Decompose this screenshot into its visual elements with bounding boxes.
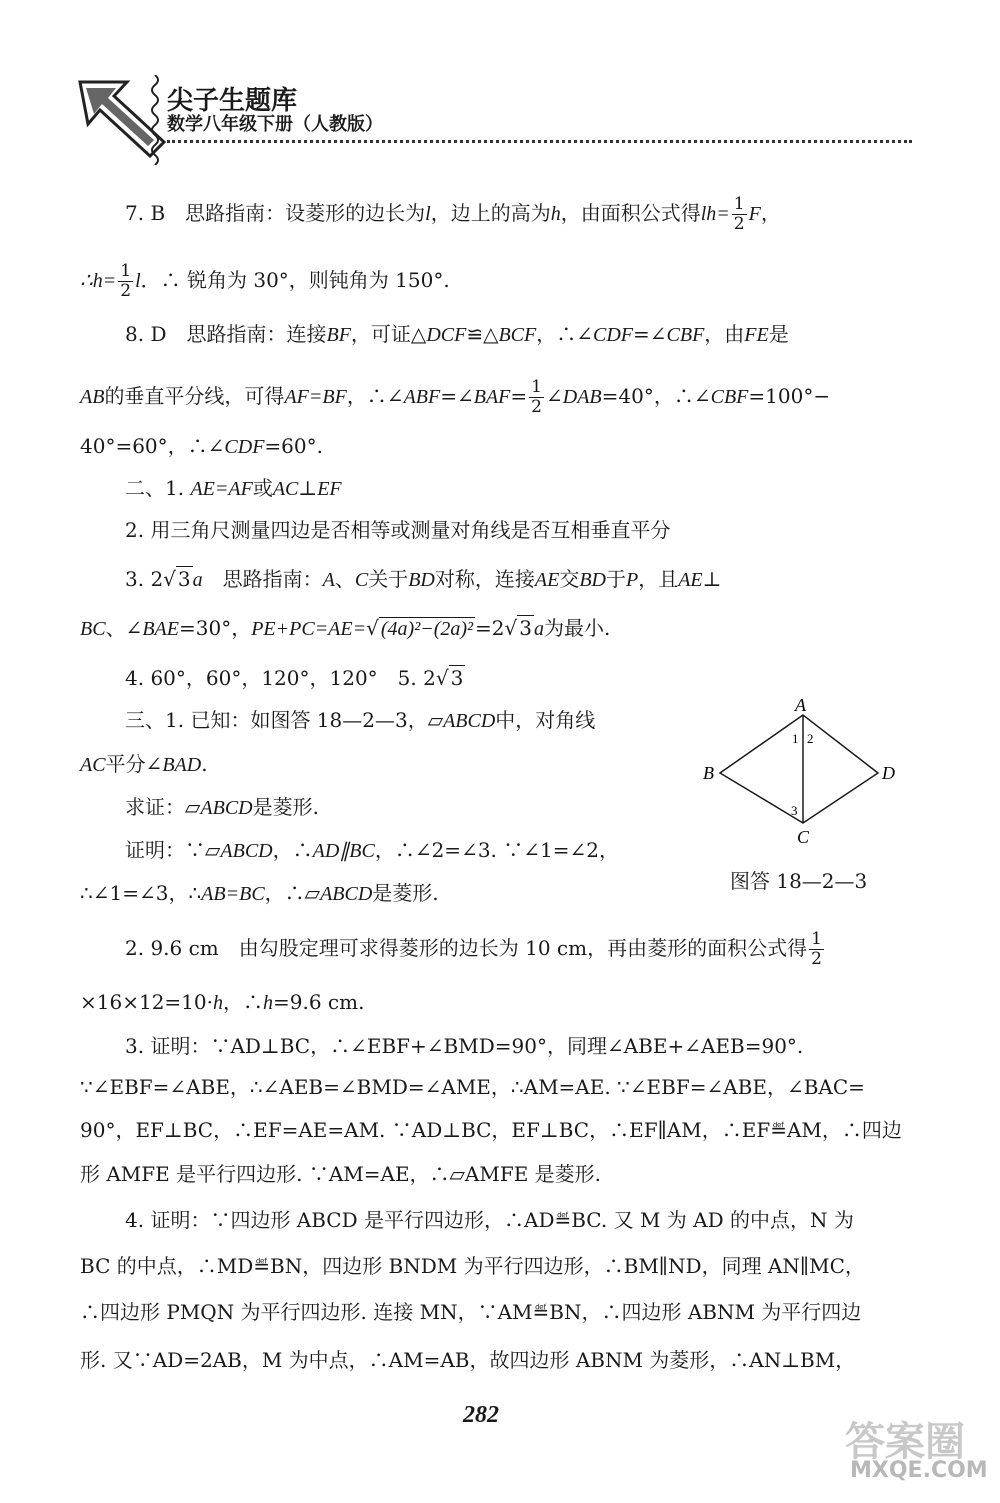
numerator: 1: [531, 377, 542, 397]
text: 或: [252, 476, 273, 500]
math: BC: [80, 618, 106, 640]
answer-s3-q4-line3: ∴四边形 PMQN 为平行四边形. 连接 MN，∵AM≝BN，∴四边形 ABNM 为平行四边: [80, 1300, 862, 1324]
math: AD∥BC: [312, 840, 375, 862]
text: =30°，: [178, 616, 252, 640]
denominator: 2: [531, 397, 542, 417]
text: ×16×12=10·: [80, 990, 213, 1014]
answer-s2-q45: 4. 60°，60°，120°，120° 5. 2√ 3: [125, 666, 464, 690]
math: P: [626, 569, 639, 591]
watermark-logo: 答案圈: [845, 1419, 965, 1465]
text: ，边上的高为: [430, 201, 551, 225]
math: h: [212, 992, 223, 1014]
text: =100°−: [748, 384, 831, 408]
watermark-url: MXQE.COM: [850, 1458, 988, 1483]
text: 证明：∵▱: [125, 838, 221, 862]
denominator: 2: [733, 214, 745, 234]
text: 关于: [368, 567, 409, 591]
math: h: [262, 992, 273, 1014]
fraction: [809, 930, 824, 969]
math: AC: [80, 754, 106, 776]
math: CDF: [224, 436, 265, 458]
text: ，∴: [222, 990, 263, 1014]
text: 3. 2: [125, 567, 164, 591]
answer-q8-line2: AB的垂直平分线，可得AF=BF，∴∠ABF=∠BAF= $\frac{1}{2}$ ∠DAB=40°，∴∠CBF=100°−: [80, 377, 831, 417]
math: C: [354, 569, 369, 591]
text: ，: [760, 201, 781, 225]
answer-q7-line2: [0, 262, 1000, 301]
text: 平分∠: [105, 752, 163, 776]
math: ABCD: [220, 840, 273, 862]
math: BAE: [142, 618, 179, 640]
text: 中，对角线: [495, 708, 596, 732]
answer-s3-q2-line1: [0, 930, 1000, 969]
math: CBF: [666, 324, 705, 346]
text: 二、1.: [125, 476, 191, 500]
radicand: (4a)²−(2a)²: [380, 618, 474, 640]
math: BCF: [498, 324, 537, 346]
math: AE=AF: [190, 478, 253, 500]
answer-s2-q3-line2: BC、∠BAE=30°，PE+PC=AE=√ (4a)²−(2a)² =2√ 3 a为最小.: [80, 616, 611, 640]
math: h: [550, 203, 561, 225]
math: a: [533, 618, 544, 640]
math: BAF: [473, 386, 511, 408]
denominator: 2: [120, 281, 132, 301]
text: 、∠: [105, 616, 143, 640]
math: ABF: [403, 386, 441, 408]
math: l: [135, 270, 141, 292]
text: ⊥: [298, 476, 318, 500]
header-wavy-divider: [148, 75, 162, 165]
text: 是菱形.: [372, 881, 439, 905]
header-subtitle: 数学八年级下册（人教版）: [167, 114, 383, 135]
text: ，∴∠: [536, 322, 593, 346]
text: 7. B 思路指南：设菱形的边长为: [125, 201, 426, 225]
text: 2. 9.6 cm 由勾股定理可求得菱形的边长为 10 cm，再由菱形的面积公式得: [125, 936, 808, 960]
math: CDF: [593, 324, 633, 346]
text: 是: [768, 322, 789, 346]
math: BAD: [162, 754, 202, 776]
page-number: 282: [463, 1402, 499, 1428]
text: 40°=60°，∴∠: [80, 434, 225, 458]
numerator: 1: [811, 929, 822, 949]
math: BD: [408, 569, 435, 591]
text: 于: [606, 567, 626, 591]
numerator: 1: [733, 194, 745, 214]
text: 8. D 思路指南：连接: [125, 322, 327, 346]
rhombus-shape: [720, 715, 878, 823]
text: 是菱形.: [252, 795, 319, 819]
text: =40°，∴∠: [601, 384, 711, 408]
answer-s3-q4-line4: 形. 又∵AD=2AB，M 为中点，∴AM=AB，故四边形 ABNM 为菱形，∴AN⊥BM，: [80, 1348, 856, 1372]
text: 为最小.: [543, 616, 611, 640]
text: ，∴∠: [346, 384, 404, 408]
math: EF: [317, 478, 342, 500]
text: 三、1. 已知：如图答 18—2—3，▱: [125, 708, 444, 732]
vertex-label-d: D: [882, 763, 895, 783]
fraction: [732, 195, 747, 234]
math: AC: [272, 478, 299, 500]
answer-s2-q2: [0, 516, 1000, 544]
math: AB=BC: [201, 883, 265, 905]
math: PE+PC=AE=: [251, 618, 367, 640]
math: ABCD: [200, 797, 253, 819]
fraction: [529, 378, 544, 417]
rhombus-figure: [700, 695, 915, 855]
math: AB: [80, 386, 105, 408]
answer-s3-q3-line3: 90°，EF⊥BC，∴EF=AE=AM. ∵AD⊥BC，EF⊥BC，∴EF∥AM，∴EF≝AM，∴四边: [80, 1118, 902, 1142]
math: ∴h=: [80, 270, 117, 292]
text: =∠: [440, 384, 474, 408]
vertex-label-b: B: [703, 763, 714, 783]
text: 对称，连接: [434, 567, 535, 591]
text: ∴∠1=∠3，∴: [80, 881, 202, 905]
text: 2. 用三角尺测量四边是否相等或测量对角线是否互相垂直平分: [125, 518, 671, 542]
answer-q8-line3: [0, 432, 1000, 461]
answer-s2-q3-line1: 3. 2√ 3 a 思路指南：A、C关于BD对称，连接AE交BD于P，且AE⊥: [125, 567, 722, 591]
text: ，由: [704, 322, 745, 346]
answer-s3-q2-line2: [0, 988, 1000, 1017]
text: ，可证△: [350, 322, 427, 346]
math: lh=: [700, 203, 730, 225]
math: ABCD: [320, 883, 373, 905]
text: 交: [559, 567, 580, 591]
math: A: [322, 569, 335, 591]
text: 、: [334, 567, 355, 591]
header-title: 尖子生题库: [167, 86, 298, 116]
angle-label-3: 3: [791, 803, 798, 818]
answer-s3-q3-line2: ∵∠EBF=∠ABE，∴∠AEB=∠BMD=∠AME，∴AM=AE. ∵∠EBF=∠ABE，∠BAC=: [80, 1075, 865, 1099]
text: ，∴: [272, 838, 313, 862]
vertex-label-c: C: [797, 827, 810, 847]
math: CBF: [710, 386, 749, 408]
text: ．∴ 锐角为 30°，则钝角为 150°.: [140, 268, 450, 292]
text: =2: [475, 616, 505, 640]
vertex-label-a: A: [795, 695, 806, 715]
text: ⊥: [702, 567, 722, 591]
math: a: [192, 569, 203, 591]
math: DCF: [426, 324, 467, 346]
figure-caption: 图答 18—2—3: [730, 869, 868, 893]
math: AE: [534, 569, 560, 591]
math: ABCD: [443, 710, 496, 732]
header-dotted-rule: [167, 140, 912, 143]
answer-q7-line1: [0, 195, 1000, 234]
numerator: 1: [120, 261, 132, 281]
radicand: 3: [450, 666, 464, 690]
answer-s3-q4-line1: 4. 证明：∵四边形 ABCD 是平行四边形，∴AD≝BC. 又 M 为 AD 的中点，N 为: [125, 1208, 854, 1232]
math: BF: [326, 324, 351, 346]
denominator: 2: [811, 949, 822, 969]
answer-q8-line1: [0, 320, 1000, 349]
math: AE: [678, 569, 703, 591]
angle-label-2: 2: [807, 731, 814, 746]
answer-s3-q3-line1: 3. 证明：∵AD⊥BC，∴∠EBF+∠BMD=90°，同理∠ABE+∠AEB=90°.: [125, 1034, 804, 1058]
math: l: [425, 203, 431, 225]
math: AF=BF: [284, 386, 347, 408]
text: 4. 60°，60°，120°，120° 5. 2: [125, 666, 436, 690]
text: ，且: [638, 567, 679, 591]
fraction: [118, 262, 133, 301]
text: ≌△: [466, 322, 499, 346]
text: ，∴▱: [264, 881, 321, 905]
text: =60°.: [264, 434, 323, 458]
math: F: [748, 203, 761, 225]
radicand: 3: [519, 616, 532, 640]
math: BD: [579, 569, 606, 591]
math: FE: [744, 324, 769, 346]
text: ，由面积公式得: [560, 201, 701, 225]
text: .: [201, 752, 208, 776]
text: 的垂直平分线，可得: [104, 384, 285, 408]
text: ∠: [546, 384, 563, 408]
text: 思路指南：: [202, 567, 323, 591]
radicand: 3: [177, 567, 191, 591]
text: =9.6 cm.: [272, 990, 365, 1014]
text: =∠: [633, 322, 667, 346]
answer-s2-q1: [0, 474, 1000, 503]
text: ，∴∠2=∠3. ∵∠1=∠2，: [374, 838, 619, 862]
math: DAB: [562, 386, 602, 408]
answer-s3-q3-line4: 形 AMFE 是平行四边形. ∵AM=AE，∴▱AMFE 是菱形.: [80, 1162, 602, 1186]
text: 求证：▱: [125, 795, 201, 819]
answer-s3-q4-line2: BC 的中点，∴MD≝BN，四边形 BNDM 为平行四边形，∴BM∥ND，同理 AN∥MC，: [80, 1254, 865, 1278]
angle-label-1: 1: [792, 731, 799, 746]
